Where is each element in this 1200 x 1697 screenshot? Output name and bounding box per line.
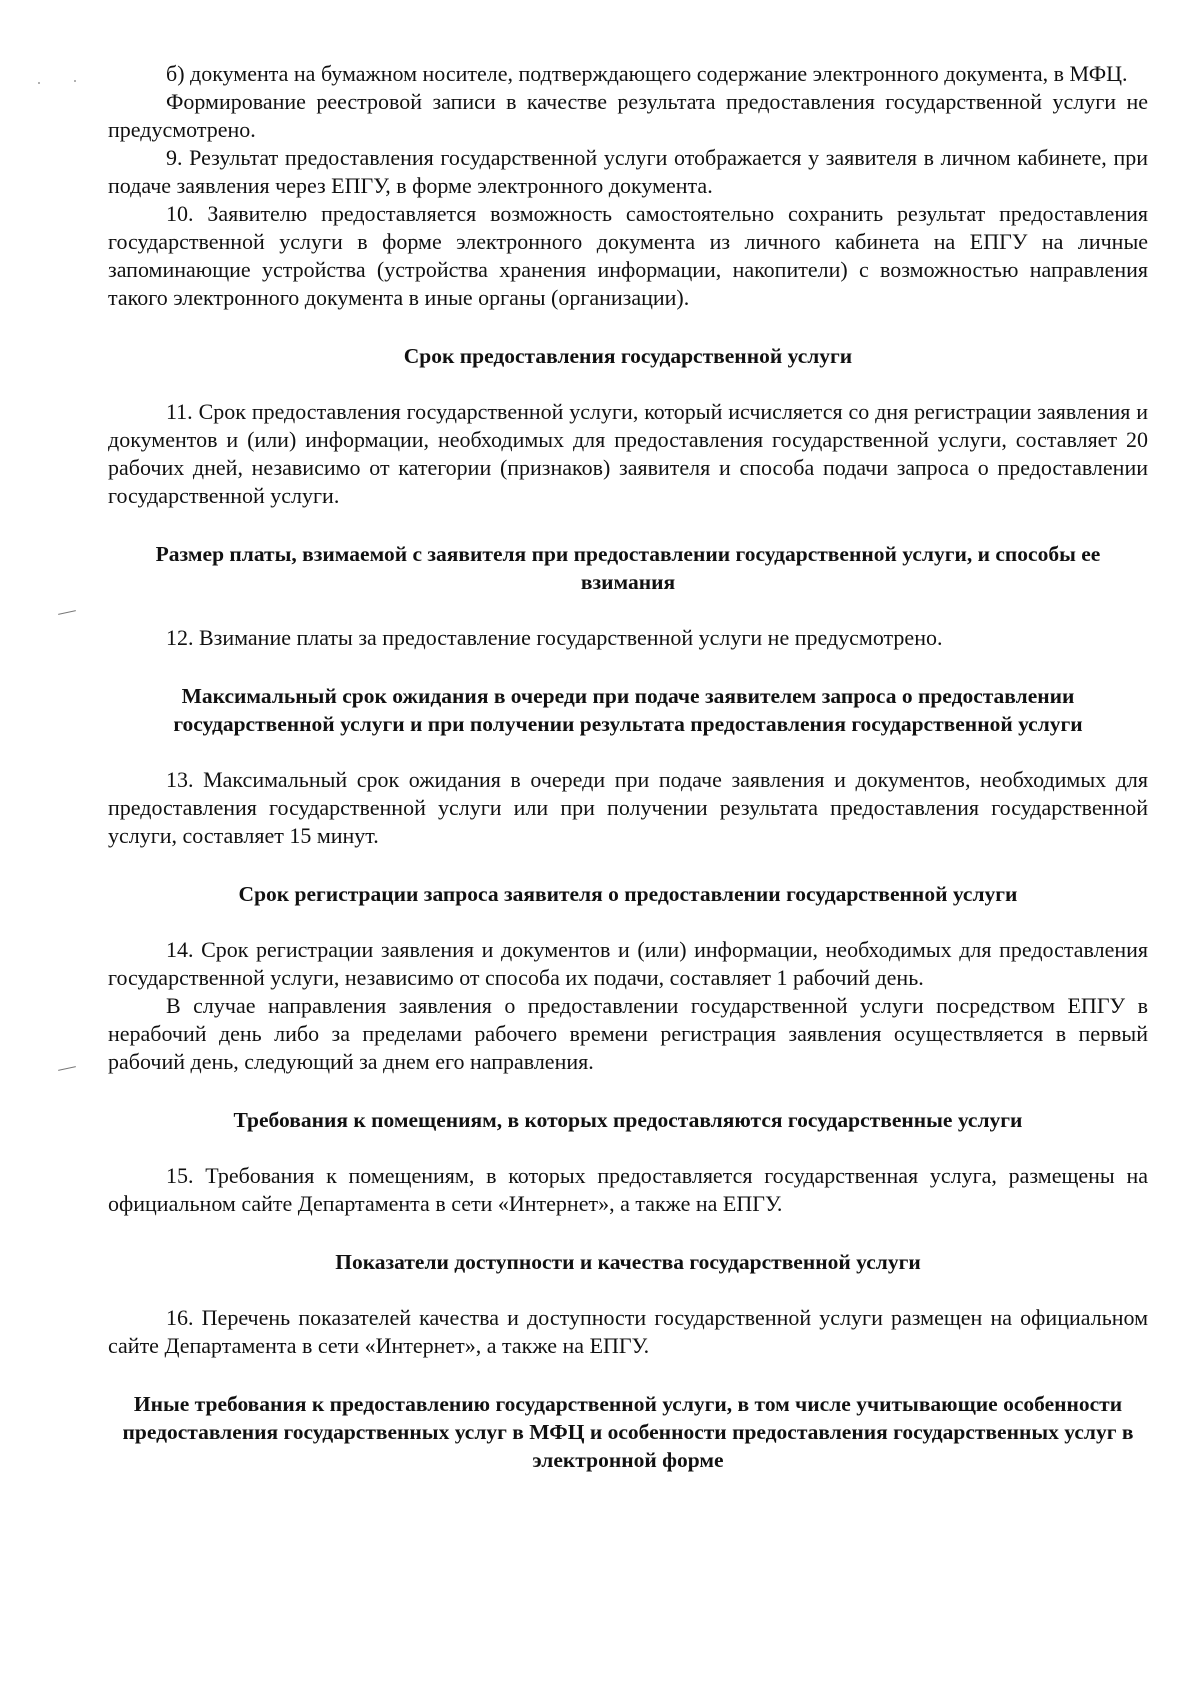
section-heading-fee: Размер платы, взимаемой с заявителя при предоставлении государственной услуги, и способы ее взимания [155,542,1101,594]
section-heading-premises: Требования к помещениям, в которых предоставляются государственные услуги [233,1108,1023,1132]
paragraph-16: 16. Перечень показателей качества и доступности государственной услуги размещен на официальном сайте Департамента в сети «Интернет», а также на ЕПГУ. [108,1305,1148,1358]
scan-artifact [74,80,76,82]
paragraph-14-epgu: В случае направления заявления о предоставлении государственной услуги посредством ЕПГУ в нерабочий день либо за пределами рабочего времени регистрация заявления осуществляется в первый рабочий день, следующий за днем его направления. [108,993,1148,1074]
section-heading-queue-wait: Максимальный срок ожидания в очереди при подаче заявителем запроса о предоставлении государственной услуги и при получении результата предоставления государственной услуги [173,684,1083,736]
section-heading-service-term: Срок предоставления государственной услуги [403,344,853,368]
paragraph-10: 10. Заявителю предоставляется возможность самостоятельно сохранить результат предоставления государственной услуги в форме электронного документа из личного кабинета на ЕПГУ на личные запоминающие устройства (устройства хранения информации, накопители) с возможностью направления такого электронного документа в иные органы (организации). [108,201,1148,310]
paragraph-11: 11. Срок предоставления государственной услуги, который исчисляется со дня регистрации заявления и документов и (или) информации, необходимых для предоставления государственной услуги, составляет 20 рабочих дней, независимо от категории (признаков) заявителя и способа подачи запроса о предоставлении государственной услуги. [108,399,1148,508]
document-body [108,60,1148,1474]
scan-artifact [38,82,40,84]
paragraph-13: 13. Максимальный срок ожидания в очереди при подаче заявления и документов, необходимых для предоставления государственной услуги или при получении результата предоставления государственной услуги, составляет 15 минут. [108,767,1148,848]
scan-artifact [58,610,76,615]
section-heading-other-requirements: Иные требования к предоставлению государственной услуги, в том числе учитывающие особенности предоставления государственных услуг в МФЦ и особенности предоставления государственных услуг в электронной форме [122,1392,1134,1472]
paragraph-15: 15. Требования к помещениям, в которых предоставляется государственная услуга, размещены на официальном сайте Департамента в сети «Интернет», а также на ЕПГУ. [108,1163,1148,1216]
paragraph-12: 12. Взимание платы за предоставление государственной услуги не предусмотрено. [166,625,943,650]
paragraph-registry-record: Формирование реестровой записи в качестве результата предоставления государственной услуги не предусмотрено. [108,89,1148,142]
scan-artifact [58,1066,76,1071]
paragraph-14: 14. Срок регистрации заявления и документов и (или) информации, необходимых для предоставления государственной услуги, независимо от способа их подачи, составляет 1 рабочий день. [108,937,1148,990]
paragraph-9: 9. Результат предоставления государственной услуги отображается у заявителя в личном кабинете, при подаче заявления через ЕПГУ, в форме электронного документа. [108,145,1148,198]
section-heading-accessibility-quality: Показатели доступности и качества государственной услуги [335,1250,921,1274]
paragraph-b-document-paper: б) документа на бумажном носителе, подтверждающего содержание электронного документа, в МФЦ. [166,61,1128,86]
section-heading-registration-term: Срок регистрации запроса заявителя о предоставлении государственной услуги [238,882,1018,906]
